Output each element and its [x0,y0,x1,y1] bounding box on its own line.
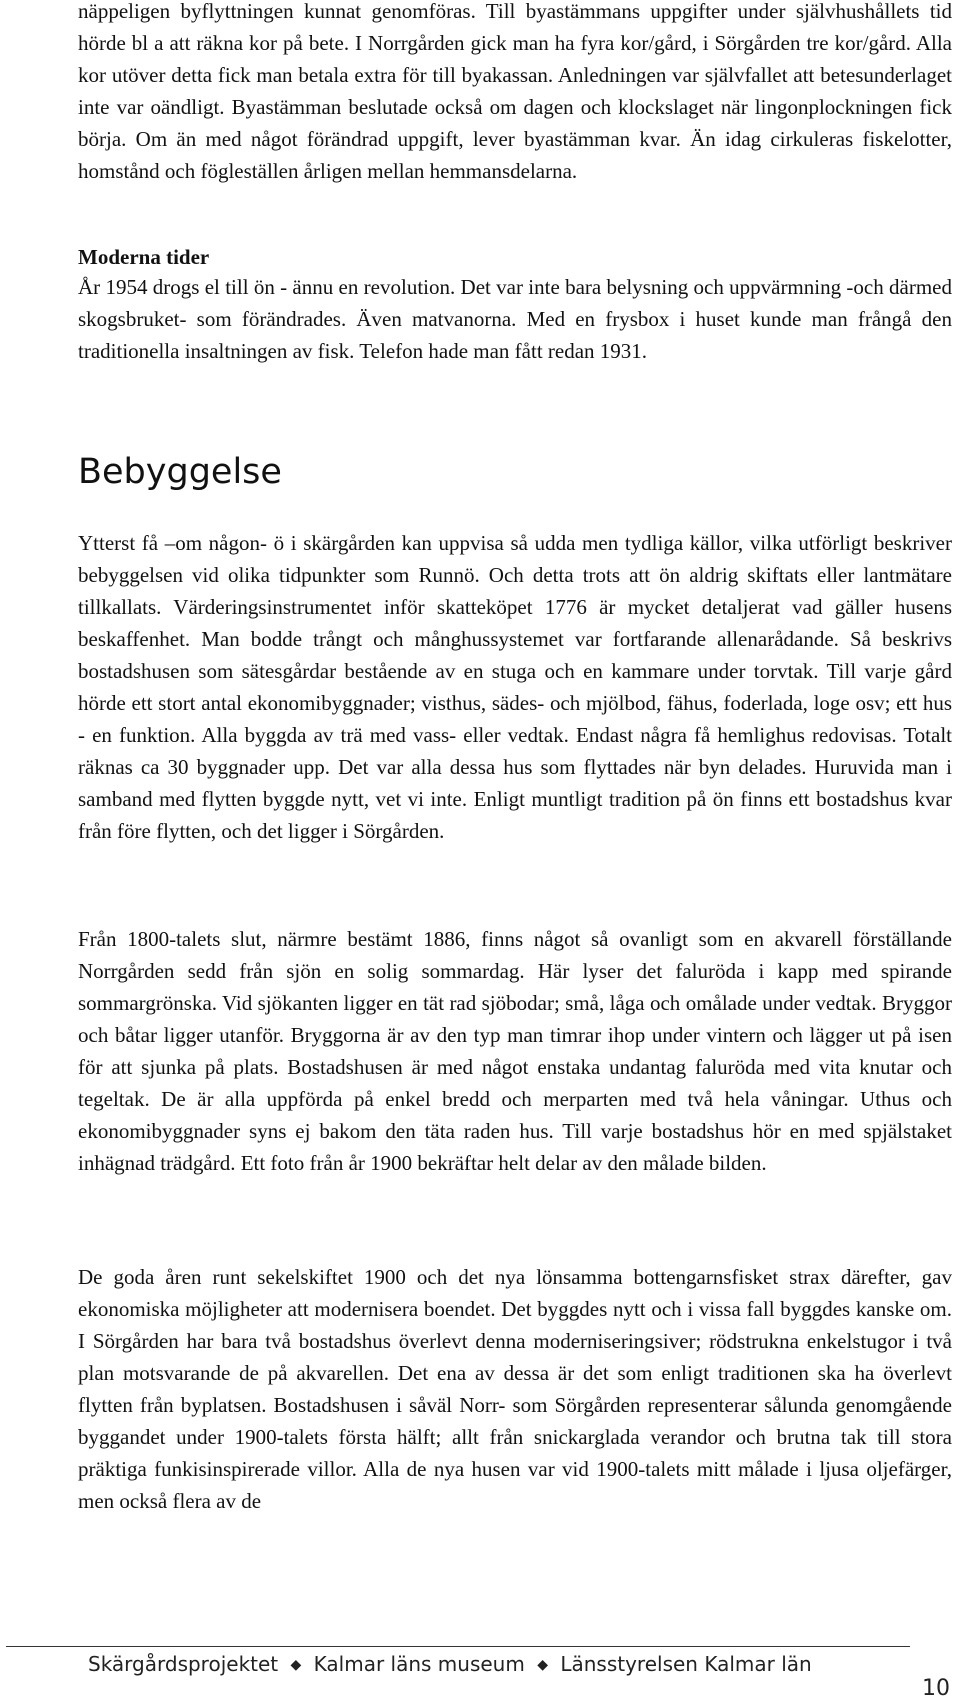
section-heading-moderna-tider: Moderna tider [78,245,210,269]
section-heading-bebyggelse: Bebyggelse [78,452,282,492]
bebyggelse-paragraph-1: Ytterst få –om någon- ö i skärgården kan uppvisa så udda men tydliga källor, vilka utförligt beskriver bebyggelsen vid olika tidpunkter som Runnö. Och detta trots att ön aldrig skiftats eller lantmätare tillkallats. Värderingsinstrumentet inför skatteköpet 1776 är mycket detaljerat vad gäller husens beskaffenhet. Man bodde trångt och månghussystemet var fortfarande allenarådande. Så beskrivs bostadshusen som sätesgårdar bestående av en stuga och en kammare under torvtak. Till varje gård hörde ett stort antal ekonomibyggnader; visthus, sädes- och mjölbod, fähus, foderlada, loge osv; ett hus - en funktion. Alla byggda av trä med vass- eller vedtak. Endast några få hemlighus redovisas. Totalt räknas ca 30 byggnader upp. Det var alla dessa hus som flyttades när byn delades. Huruvida man i samband med flytten byggde nytt, vet vi inte. Enligt muntligt tradition på ön finns ett bostadshus kvar från före flytten, och det ligger i Sörgården. [78,531,952,843]
diamond-icon: ◆ [290,1657,302,1673]
footer-project: Skärgårdsprojektet [88,1652,279,1676]
bebyggelse-paragraph-2: Från 1800-talets slut, närmre bestämt 1886, finns något så ovanligt som en akvarell förställande Norrgården sedd från sjön en solig sommardag. Här lyser det faluröda i kapp med spirande sommargrönska. Vid sjökanten ligger en tät rad sjöbodar; små, låga och omålade under vedtak. Bryggor och båtar ligger utanför. Bryggorna är av den typ man timrar ihop under vintern och lägger ut på isen för att sjunka på plats. Bostadshusen är med något enstaka undantag faluröda med vita knutar och tegeltak. De är alla uppförda på enkel bredd och merparten med två hela våningar. Uthus och ekonomibyggnader syns ej bakom den täta raden hus. Till varje bostadshus hör en med spjälstaket inhägnad trädgård. Ett foto från år 1900 bekräftar helt delar av den målade bilden. [78,927,952,1175]
footer-lansstyrelsen: Länsstyrelsen Kalmar län [560,1652,812,1676]
page-number: 10 [922,1676,950,1701]
footer-divider [6,1646,910,1647]
footer-museum: Kalmar läns museum [313,1652,525,1676]
footer [88,1652,812,1676]
moderna-tider-paragraph: År 1954 drogs el till ön - ännu en revolution. Det var inte bara belysning och uppvärmning -och därmed skogsbruket- som förändrades. Även matvanorna. Med en frysbox i huset kunde man frångå den traditionella insaltningen av fisk. Telefon hade man fått redan 1931. [78,275,952,363]
bebyggelse-paragraph-3: De goda åren runt sekelskiftet 1900 och det nya lönsamma bottengarnsfisket strax därefter, gav ekonomiska möjligheter att modernisera boendet. Det byggdes nytt och i vissa fall byggdes kanske om. I Sörgården har bara två bostadshus överlevt denna moderniseringsiver; rödstrukna enkelstugor i två plan motsvarande de på akvarellen. Det ena av dessa är det som enligt traditionen ska ha överlevt flytten från byplatsen. Bostadshusen i såväl Norr- som Sörgården representerar sålunda genomgående byggandet under 1900-talets första hälft; allt från snickarglada verandor och brutna tak till stora präktiga funkisinspirerade villor. Alla de nya husen var vid 1900-talets mitt målade i ljusa oljefärger, men också flera av de [78,1265,952,1513]
top-paragraph: näppeligen byflyttningen kunnat genomföras. Till byastämmans uppgifter under självhushållets tid hörde bl a att räkna kor på bete. I Norrgården gick man ha fyra kor/gård, i Sörgården tre kor/gård. Alla kor utöver detta fick man betala extra för till byakassan. Anledningen var självfallet att betesunderlaget inte var oändligt. Byastämman beslutade också om dagen och klockslaget när lingonplockningen fick börja. Om än med något förändrad uppgift, lever byastämman kvar. Än idag cirkuleras fiskelotter, homstånd och fögleställen årligen mellan hemmansdelarna. [78,0,952,183]
diamond-icon: ◆ [537,1657,548,1673]
